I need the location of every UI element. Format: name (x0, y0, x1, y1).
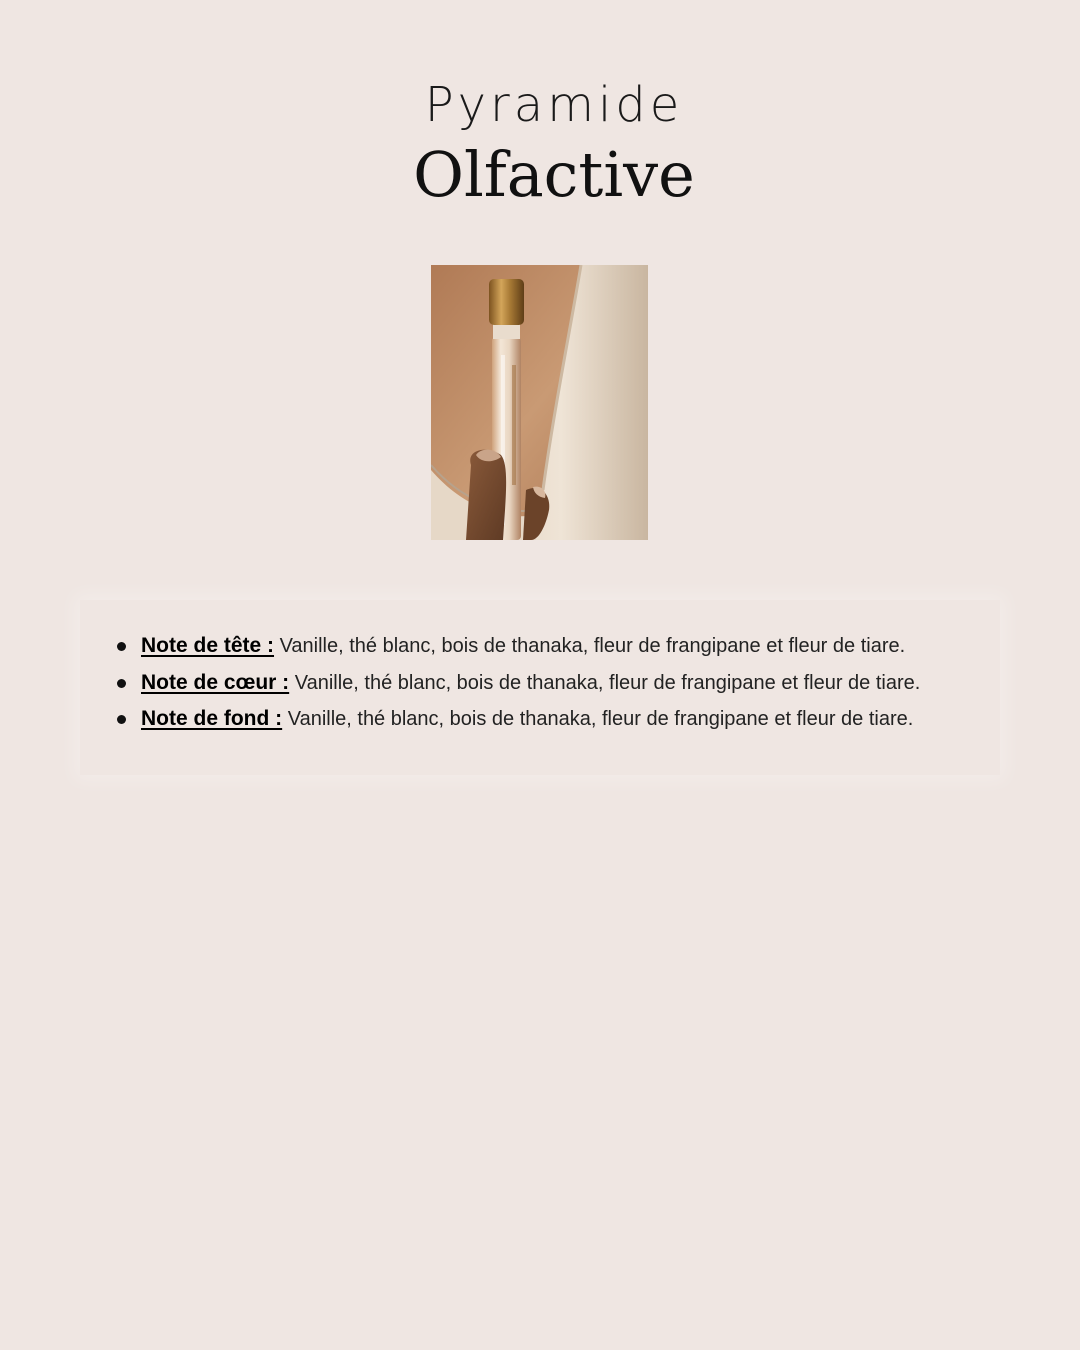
title-line-pyramide: Pyramide (424, 77, 684, 133)
title-line-olfactive: Olfactive (413, 138, 695, 211)
bullet-icon (117, 642, 126, 651)
bullet-icon (117, 715, 126, 724)
note-label-coeur: Note de cœur : (141, 670, 290, 694)
note-text-coeur: Vanille, thé blanc, bois de thanaka, fleur de frangipane et fleur de tiare. (289, 671, 921, 694)
note-item-tete (112, 628, 920, 665)
note-item-coeur (112, 665, 920, 702)
page-title (0, 70, 1080, 210)
perfume-rollerball-illustration (431, 265, 648, 540)
perfume-photo (431, 265, 648, 540)
note-item-fond (112, 701, 920, 738)
note-label-fond: Note de fond : (141, 707, 283, 730)
note-text-tete: Vanille, thé blanc, bois de thanaka, fleur de frangipane et fleur de tiare. (274, 635, 906, 657)
bullet-icon (117, 679, 126, 688)
note-label-tete: Note de tête : (141, 634, 275, 657)
note-text-fond: Vanille, thé blanc, bois de thanaka, fleur de frangipane et fleur de tiare. (282, 708, 914, 730)
notes-list (112, 628, 920, 738)
